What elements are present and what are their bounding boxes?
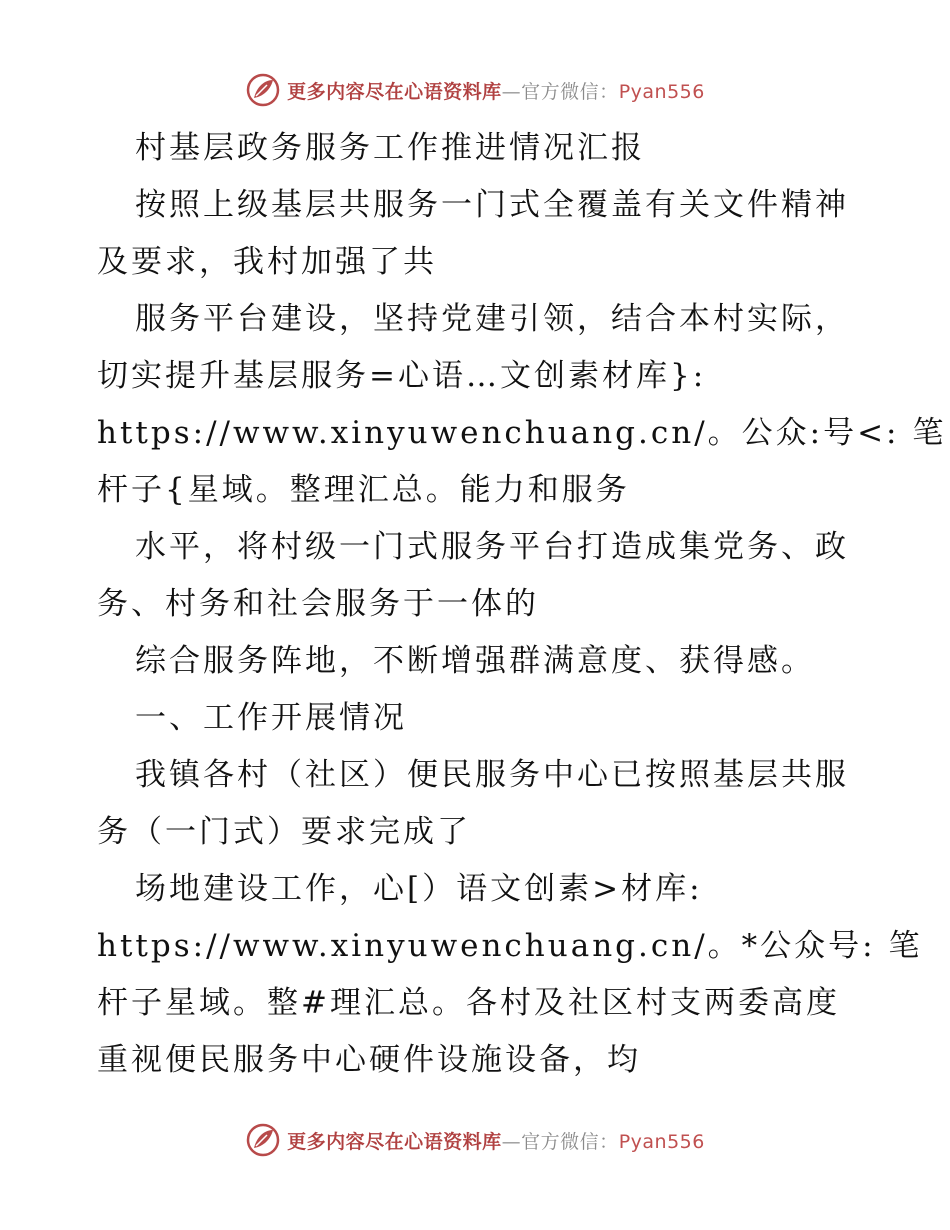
footer-banner [0, 1120, 950, 1160]
paragraph-line: 务（一门式）要求完成了 [97, 814, 471, 850]
paragraph-line: https://www.xinyuwenchuang.cn/。公众:号<: 笔 [97, 415, 947, 451]
paragraph-line: 水平，将村级一门式服务平台打造成集党务、政 [135, 529, 849, 565]
section-heading: 一、工作开展情况 [135, 700, 407, 736]
header-banner [0, 70, 950, 110]
paragraph-line: 我镇各村（社区）便民服务中心已按照基层共服 [135, 757, 849, 793]
leaf-pen-logo-icon [245, 72, 281, 108]
paragraph-line: 服务平台建设，坚持党建引领，结合本村实际， [135, 301, 849, 337]
banner-text: 更多内容尽在心语资料库—官方微信：Pyan556 [287, 80, 705, 103]
paragraph-line: 切实提升基层服务=心语…文创素材库}: [97, 358, 707, 394]
paragraph-line: 杆子{星域。整理汇总。能力和服务 [97, 472, 630, 508]
paragraph-line: 务、村务和社会服务于一体的 [97, 586, 539, 622]
paragraph-line: 综合服务阵地，不断增强群满意度、获得感。 [135, 643, 815, 679]
document-body [97, 120, 947, 1089]
paragraph-line: 及要求，我村加强了共 [97, 244, 437, 280]
paragraph-line: 场地建设工作，心[）语文创素>材库: [135, 871, 703, 907]
leaf-pen-logo-icon [245, 1122, 281, 1158]
paragraph-line: 杆子星域。整#理汇总。各村及社区村支两委高度 [97, 985, 840, 1021]
document-title: 村基层政务服务工作推进情况汇报 [135, 130, 645, 166]
paragraph-line: 按照上级基层共服务一门式全覆盖有关文件精神 [135, 187, 849, 223]
paragraph-line: 重视便民服务中心硬件设施设备，均 [97, 1042, 641, 1078]
paragraph-line: https://www.xinyuwenchuang.cn/。*公众号: 笔 [97, 928, 923, 964]
banner-text: 更多内容尽在心语资料库—官方微信：Pyan556 [287, 1130, 705, 1153]
